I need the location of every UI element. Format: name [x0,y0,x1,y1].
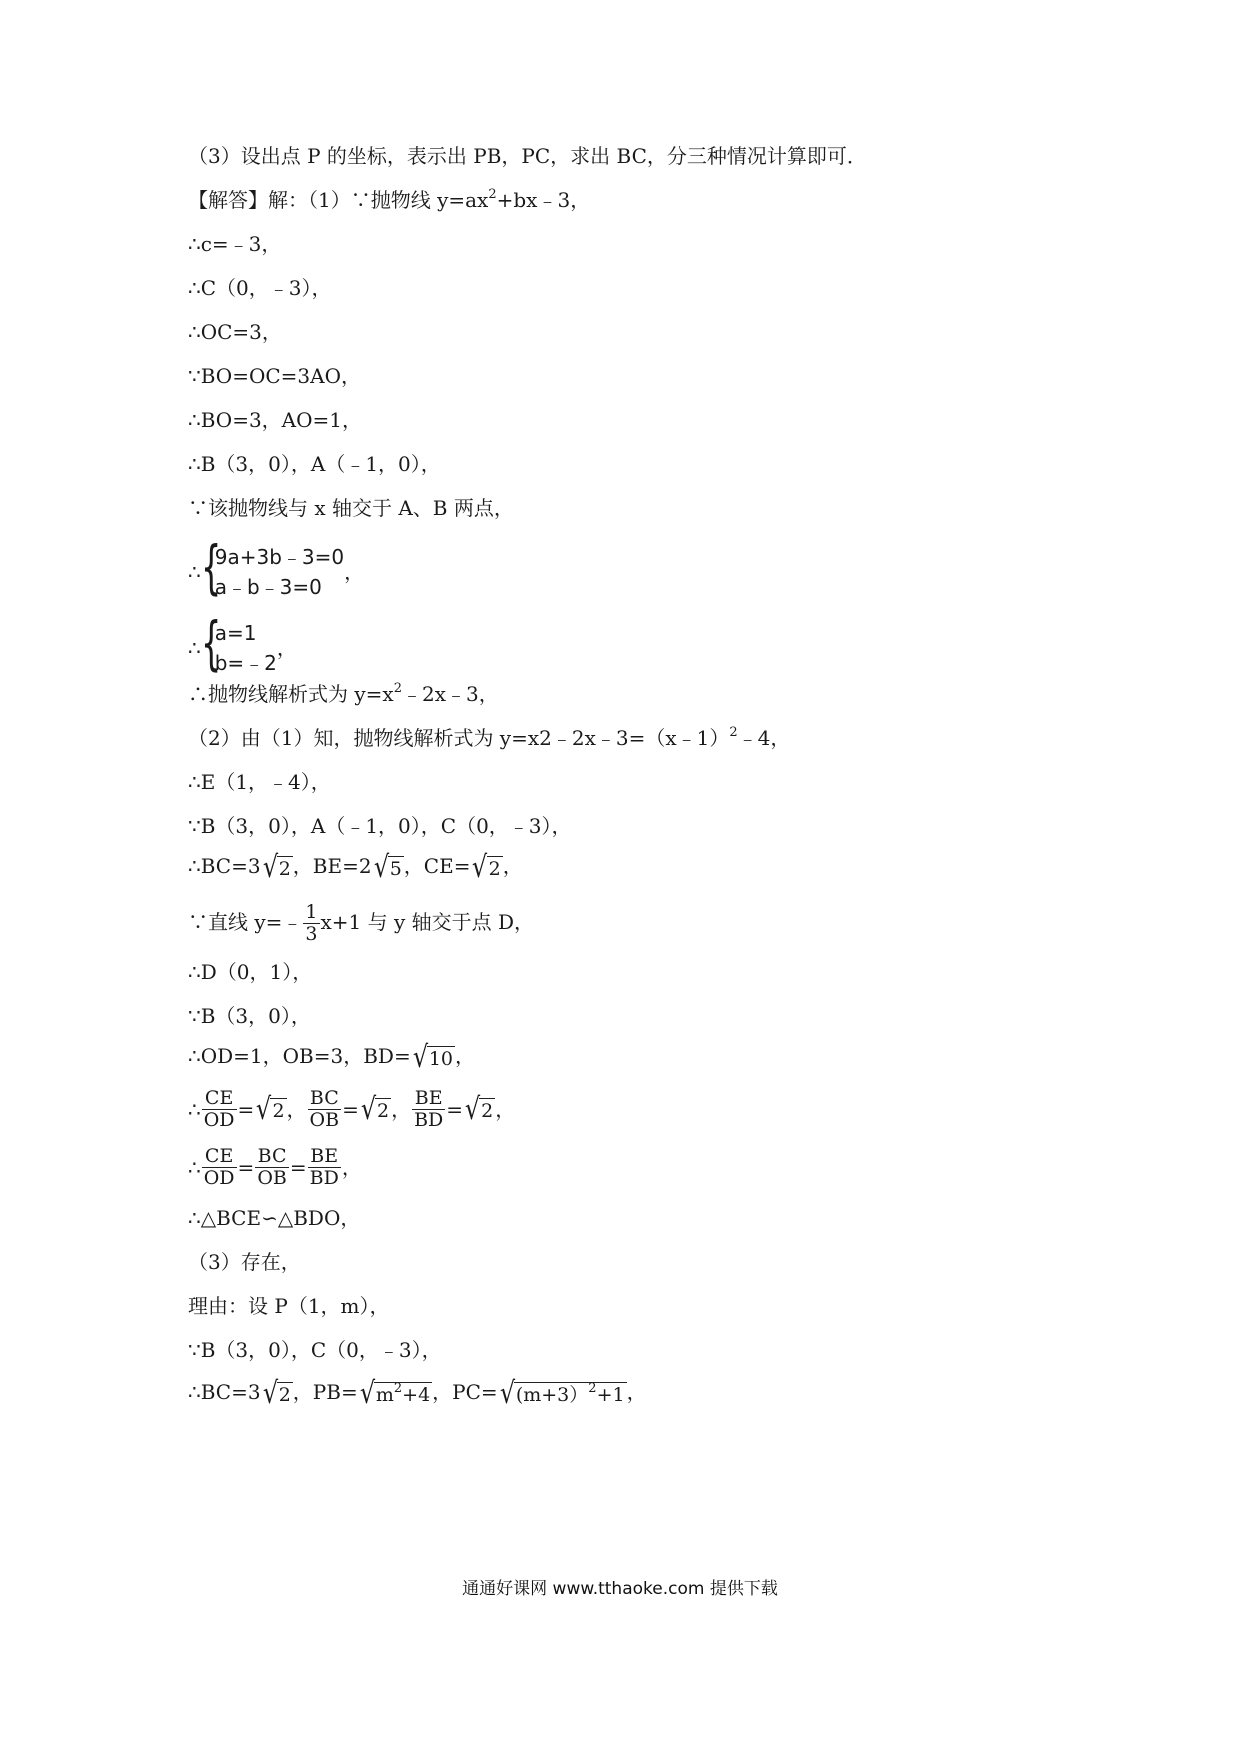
equation-system [200,609,277,678]
step-line: 理由：设 P（1，m）， [188,1294,390,1318]
therefore-symbol: ∴ [188,1097,201,1122]
exponent: 2 [488,187,497,202]
text: ∴BC=3 [188,854,261,878]
radical-icon: √ [360,1091,377,1127]
text: ∴BC=3 [188,1380,261,1404]
exponent: 2 [729,725,738,740]
fraction [308,1146,341,1189]
exponent: 2 [393,681,402,696]
square-root [359,1091,391,1127]
analysis-line-3: （3）设出点 P 的坐标，表示出 PB，PC，求出 BC，分三种情况计算即可． [188,144,867,168]
text: ， [276,636,297,660]
text: ， [391,1097,412,1122]
radicand: 2 [481,1099,494,1122]
radical-icon: √ [359,1375,375,1411]
radical-icon: √ [262,1375,278,1411]
solution-header-line [188,186,590,214]
fraction [202,1146,237,1189]
radicand: 2 [272,1099,285,1122]
radical-icon: √ [499,1375,515,1411]
text: ，CE= [403,854,471,878]
step-line: ∴E（1，﹣4）， [188,770,331,794]
radicand: 2 [488,857,501,880]
denominator: OD [203,1167,235,1189]
text: ﹣2x﹣3， [401,682,499,706]
fraction [255,1146,289,1189]
page-footer: 通通好课网 www.tthaoke.com 提供下载 [462,1579,778,1599]
radical-icon: √ [262,849,278,885]
numerator: BE [308,1146,341,1168]
text: (m+3） [515,1383,589,1406]
text: ， [341,1155,362,1180]
text: = [446,1097,464,1122]
text: ， [455,1044,476,1068]
square-root [372,849,404,885]
radicand: 5 [389,857,402,880]
text: ， [502,854,523,878]
radicand [374,1382,432,1406]
square-root [470,849,502,885]
step-line: ∴c=﹣3， [188,232,282,256]
denominator: OB [257,1167,287,1189]
text: = [237,1097,255,1122]
text: ，BE=2 [292,854,372,878]
numerator: CE [202,1088,237,1110]
text: ，PC= [432,1380,498,1404]
radical-icon: √ [464,1091,481,1127]
radicand [514,1382,627,1406]
step-line [188,680,499,708]
denominator: 3 [305,923,318,945]
denominator: OD [203,1109,235,1131]
text: = [289,1155,307,1180]
ratio-line [188,1088,515,1131]
square-root [358,1375,432,1411]
radicand: 2 [376,1099,390,1122]
brace-icon: { [200,533,222,601]
step-line: ∴B（3，0），A（﹣1，0）， [188,452,441,476]
fraction [412,1088,445,1131]
step-line: ∵B（3，0），A（﹣1，0），C（0，﹣3）， [188,814,572,838]
step-line [188,849,523,885]
text: ， [495,1097,516,1122]
text: ∵直线 y=﹣ [188,910,303,934]
step-line: ∴D（0，1）， [188,960,313,984]
equation-row: a=1 [214,621,257,645]
equation-row: a﹣b﹣3=0 [214,575,322,599]
radicand: 10 [428,1047,454,1070]
equation-system-line [188,533,365,602]
step-line: ∵BO=OC=3AO， [188,364,361,388]
text: = [237,1155,255,1180]
radical-icon: √ [256,1091,272,1127]
step-line [188,902,534,945]
step-line: ∴OC=3， [188,320,282,344]
radical-icon: √ [412,1039,428,1075]
equation-system [200,533,345,602]
brace-icon: { [200,609,222,677]
step-line: ∴BO=3，AO=1， [188,408,362,432]
text: ， [286,1097,307,1122]
step-line: ∵该抛物线与 x 轴交于 A、B 两点， [188,496,514,520]
numerator: 1 [305,901,318,923]
fraction [308,1088,342,1131]
numerator: BC [255,1146,289,1168]
therefore-symbol: ∴ [188,636,201,660]
text: +4 [402,1383,431,1406]
square-root [261,1375,293,1411]
step-line: ∵B（3，0），C（0，﹣3）， [188,1338,442,1362]
square-root [411,1039,455,1075]
step-line: ∴C（0，﹣3）， [188,276,332,300]
radicand: 2 [278,1383,291,1406]
text: ∴OD=1，OB=3，BD= [188,1044,411,1068]
denominator: BD [309,1167,339,1189]
text: = [342,1097,359,1122]
text: +1 [596,1383,625,1406]
square-root [463,1091,495,1127]
therefore-symbol: ∴ [188,560,201,584]
square-root [261,849,293,885]
denominator: OB [309,1109,340,1131]
step-line [188,1039,476,1075]
square-root [498,1375,627,1411]
step-line: ∵B（3，0）， [188,1004,311,1028]
solution-system-line [188,609,297,678]
exponent: 2 [588,1380,597,1396]
equation-row: 9a+3b﹣3=0 [214,545,345,569]
numerator: BC [308,1088,342,1110]
exponent: 2 [393,1380,403,1396]
radicand: 2 [278,857,291,880]
text: ， [344,560,365,584]
step-line [188,1375,647,1411]
ratio-equality-line [188,1146,362,1189]
text: （2）由（1）知，抛物线解析式为 y=x2﹣2x﹣3=（x﹣1） [188,726,730,750]
square-root [254,1091,286,1127]
text: ， [626,1380,647,1404]
denominator: BD [414,1109,444,1131]
step-line: ∴△BCE∽△BDO， [188,1206,361,1230]
text: ，PB= [292,1380,358,1404]
equation-row: b=﹣2 [214,651,277,675]
text: +bx﹣3， [496,188,591,212]
text: 【解答】解：（1）∵抛物线 y=ax [188,188,489,212]
step-line: （3）存在， [188,1250,301,1274]
radical-icon: √ [472,849,488,885]
fraction [202,1088,237,1131]
text: m [375,1383,394,1406]
text: x+1 与 y 轴交于点 D， [320,910,535,934]
text: ∴抛物线解析式为 y=x [188,682,394,706]
radical-icon: √ [373,849,389,885]
therefore-symbol: ∴ [188,1155,201,1180]
step-line [188,724,790,752]
text: ﹣4， [737,726,791,750]
numerator: CE [202,1146,237,1168]
fraction [303,902,319,945]
numerator: BE [412,1088,445,1110]
